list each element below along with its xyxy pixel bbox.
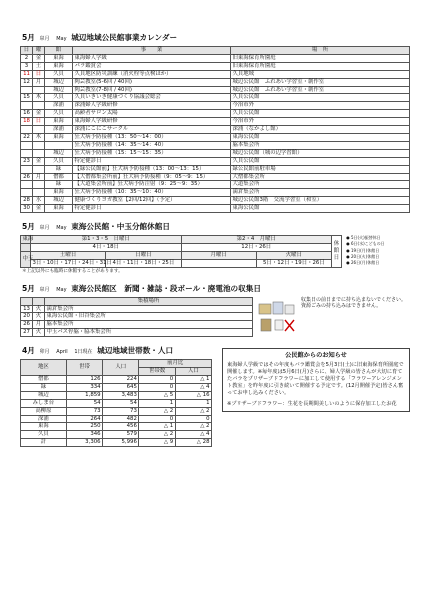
households-title-date: 1日現在: [74, 349, 93, 356]
closed-table: [20, 235, 342, 268]
legend-item: ●6日(水)こどもの日: [346, 241, 385, 247]
calendar-event: 狂犬病予防接種（13：50～14：00）: [73, 133, 231, 141]
calendar-place: 城辺公民館 ふれあい学習室・創作室: [231, 78, 410, 86]
households-count: 334: [66, 383, 102, 391]
calendar-title-kanji: 皐月: [39, 36, 50, 42]
calendar-day: 23: [21, 157, 33, 165]
garbage-row: [21, 329, 253, 337]
garbage-title: [22, 284, 410, 295]
calendar-day: 3: [21, 62, 33, 70]
calendar-day: 26: [21, 173, 33, 181]
calendar-hall: 城辺: [45, 86, 73, 94]
households-change-population: △ 2: [175, 423, 211, 431]
calendar-place: 満倉集会所: [231, 189, 410, 197]
calendar-row: [21, 94, 410, 102]
calendar-event: 【大道集会所前】狂犬病予防注射（9：25～9：35）: [73, 181, 231, 189]
calendar-place: 久貝公民館: [231, 94, 410, 102]
closed-title-en: May: [56, 225, 67, 232]
calendar-weekday: [33, 126, 45, 134]
calendar-title-text: 城辺地域公民館事業カレンダー: [71, 33, 178, 42]
garbage-header-row: [21, 297, 253, 305]
households-change-count: 1: [139, 399, 175, 407]
households-area: 東海: [21, 423, 67, 431]
households-area: みしま台: [21, 399, 67, 407]
calendar-weekday: [33, 141, 45, 149]
garbage-place: 脇本集会所: [45, 321, 253, 329]
calendar-hall: 城辺: [45, 78, 73, 86]
garbage-place: 満倉集会所: [45, 305, 253, 313]
calendar-day: [21, 181, 33, 189]
households-count: 346: [66, 431, 102, 439]
calendar-place: 旧東海保育所園庭: [231, 54, 410, 62]
calendar-title: [22, 33, 410, 44]
households-population: 73: [103, 407, 139, 415]
calendar-hall: 東海: [45, 205, 73, 213]
calendar-row: [21, 78, 410, 86]
legend-text: 19日(月)休館日: [351, 247, 380, 253]
households-change-population: △ 2: [175, 407, 211, 415]
legend-text: 26日(月)休館日: [351, 260, 380, 266]
calendar-hall: 東海: [45, 54, 73, 62]
calendar-place: 城辺公民館（城の辺学習館）: [231, 149, 410, 157]
garbage-place: 東海公民館・旧谷集会所: [45, 313, 253, 321]
closed-area-label: 東海: [22, 236, 34, 243]
newsletter-page: [20, 33, 410, 447]
calendar-day: [21, 86, 33, 94]
garbage-title-text: 東海公民館区 新聞・雑誌・段ボール・廃電池の収集日: [71, 283, 261, 293]
households-change-population: △ 4: [175, 431, 211, 439]
calendar-row: [21, 157, 410, 165]
calendar-hall: 深浦: [45, 102, 73, 110]
households-header-change-population: 人口: [175, 368, 211, 376]
households-row: [21, 407, 212, 415]
calendar-place: 東海公民館: [231, 205, 410, 213]
bottom-section: [20, 346, 410, 447]
households-change-count: 0: [139, 415, 175, 423]
calendar-event: 狂犬病予防接種（10：35～10：40）: [73, 189, 231, 197]
closed-row-weeks: [21, 236, 342, 244]
households-count: 126: [66, 376, 102, 384]
notice-block: [222, 346, 410, 447]
calendar-hall: 城辺: [45, 149, 73, 157]
calendar-day: [21, 126, 33, 134]
closed-row-subdates: [21, 259, 342, 267]
calendar-event: 健康づくりヨガ教室【2回/12回】（予定）: [73, 197, 231, 205]
households-header-change: 前月比: [139, 360, 212, 368]
households-header-area: 地区: [21, 360, 67, 376]
calendar-row: [21, 205, 410, 213]
garbage-header-day: [21, 297, 33, 305]
calendar-title-en: May: [56, 36, 67, 42]
calendar-event: 特定健診日: [73, 205, 231, 213]
legend-item: ●20日(火)休館日: [346, 253, 380, 259]
calendar-event: 陶芸教室(7-8回 / 40回): [73, 86, 231, 94]
calendar-weekday: 水: [33, 197, 45, 205]
garbage-title-month: 5月: [22, 283, 35, 293]
households-title-kanji: 卯月: [39, 349, 50, 356]
calendar-day: [21, 149, 33, 157]
households-population: 54: [103, 399, 139, 407]
households-table: [20, 359, 212, 447]
closed-note: ＊上記以外にも臨時に休館することがあります。: [22, 268, 123, 274]
closed-legend: [345, 235, 385, 268]
households-row: [21, 383, 212, 391]
garbage-weekday: 火: [33, 313, 45, 321]
calendar-hall: 緑: [45, 165, 73, 173]
calendar-event: 東海婦人学級研修: [73, 118, 231, 126]
households-row: [21, 391, 212, 399]
calendar-place: 緑公民館前駐車場: [231, 165, 410, 173]
closed-date-b: 12日・26日: [181, 243, 332, 251]
closed-title-month: 5月: [22, 222, 35, 232]
households-population: 5,996: [103, 439, 139, 447]
calendar-day: [21, 102, 33, 110]
calendar-row: [21, 149, 410, 157]
households-change-population: △ 4: [175, 383, 211, 391]
notice-footnote: ※プリザーブドフラワー：生花を長期間美しいのように保存加工したお花: [227, 401, 397, 408]
legend-item: ●26日(月)休館日: [346, 260, 380, 266]
calendar-event: 【大僧都集会所前】狂犬病予防接種（9：05～9：15）: [73, 173, 231, 181]
calendar-place: 大道集会所: [231, 181, 410, 189]
calendar-hall: 深浦: [45, 126, 73, 134]
closed-sub-header-sat: 土曜日: [31, 251, 106, 259]
closed-sub-date-sat: 3日・10日・17日・24日・31日: [32, 259, 112, 266]
households-change-count: 0: [139, 376, 175, 384]
calendar-header-day: 日: [21, 47, 33, 55]
calendar-event: 特定健診日: [73, 157, 231, 165]
calendar-event: 久貝地区防災訓練（消火栓等点検ほか）: [73, 70, 231, 78]
garbage-row: [21, 313, 253, 321]
legend-text: 20日(火)休館日: [351, 253, 380, 259]
households-count: 54: [66, 399, 102, 407]
closed-sub-header-mon: 月曜日: [181, 251, 256, 259]
calendar-day: 28: [21, 197, 33, 205]
calendar-day: 12: [21, 78, 33, 86]
calendar-place: 脇本集会所: [231, 141, 410, 149]
calendar-weekday: 木: [33, 94, 45, 102]
garbage-day: 27: [21, 329, 33, 337]
calendar-event: 久貝いきいき健康づくり協議会総会: [73, 94, 231, 102]
notice-title: 公民館からのお知らせ: [285, 352, 347, 360]
households-population: 579: [103, 431, 139, 439]
calendar-row: [21, 173, 410, 181]
notice-body: 東海婦人学級ではその年度もバラ鑑賞会を5月3日(土)に旧東海保育所園庭で開催します。※毎年度は5月6日(月)さらに、婦人学級の皆さんが大切に育てたバラをプリザーブドフラワーに加工して使用する「フラワーアレンジメント教室」を昨年度に引き続いて開催する予定です。(12月開催予定)皆さん奮ってお申し込みください。: [227, 362, 404, 397]
calendar-row: [21, 181, 410, 189]
calendar-hall: [45, 141, 73, 149]
households-count: 73: [66, 407, 102, 415]
calendar-place: 旧東海保育所園庭: [231, 62, 410, 70]
recycle-materials-icon: [257, 300, 297, 334]
calendar-place: 城辺公民館 ふれあい学習室・創作室: [231, 86, 410, 94]
notice-box: [222, 348, 410, 412]
garbage-header-weekday: [33, 297, 45, 305]
calendar-title-month: 5月: [22, 33, 35, 42]
calendar-table: [20, 46, 410, 213]
households-block: [20, 346, 212, 447]
calendar-row: [21, 197, 410, 205]
calendar-event: 【緑公民館前】狂犬病予防接種（13：00～13：15）: [73, 165, 231, 173]
calendar-place: 東海公民館: [231, 133, 410, 141]
calendar-hall: 久貝: [45, 157, 73, 165]
calendar-day: 16: [21, 110, 33, 118]
households-change-count: 0: [139, 383, 175, 391]
calendar-weekday: [33, 165, 45, 173]
households-row: [21, 376, 212, 384]
calendar-weekday: 日: [33, 70, 45, 78]
calendar-day: 18: [21, 118, 33, 126]
calendar-event: 東海婦人学級: [73, 54, 231, 62]
calendar-weekday: [33, 102, 45, 110]
households-header-households: 世帯: [66, 360, 102, 376]
households-count: 264: [66, 415, 102, 423]
calendar-place: 城辺公民館3階 交流学習室（和室）: [231, 197, 410, 205]
garbage-title-kanji: 皐月: [39, 286, 50, 293]
calendar-place: 今治市外: [231, 118, 410, 126]
households-count: 3,306: [66, 439, 102, 447]
calendar-event: 狂犬病予防接種（15：15～15：35）: [73, 149, 231, 157]
households-change-population: 0: [175, 415, 211, 423]
closed-sub-date-tue: 5日・12日・19日・26日: [256, 259, 331, 267]
households-row: [21, 431, 212, 439]
legend-text: 6日(水)こどもの日: [351, 241, 385, 247]
households-header-row: [21, 360, 212, 368]
calendar-event: 狂犬病予防接種（14：35～14：40）: [73, 141, 231, 149]
garbage-side-note: 収集日の前日までに持ち込まないでください。資源ごみの持ち込みはできません。: [301, 296, 407, 310]
calendar-header-hall: 館: [45, 47, 73, 55]
calendar-header-row: [21, 47, 410, 55]
closed-section: [20, 235, 410, 268]
legend-item: ●19日(月)休館日: [346, 247, 380, 253]
calendar-row: [21, 86, 410, 94]
households-row: [21, 415, 212, 423]
calendar-row: [21, 54, 410, 62]
closed-sub-header-sun: 日曜日: [106, 251, 181, 259]
households-change-population: △ 1: [175, 376, 211, 384]
households-change-count: △ 5: [139, 391, 175, 399]
closed-week-a: 第1・3・5 日曜日: [31, 236, 182, 244]
households-change-count: △ 2: [139, 407, 175, 415]
calendar-hall: 久貝: [45, 70, 73, 78]
garbage-body: [21, 305, 253, 337]
calendar-day: 22: [21, 133, 33, 141]
calendar-row: [21, 126, 410, 134]
closed-side-label: 休館日: [332, 236, 342, 268]
calendar-weekday: [33, 181, 45, 189]
calendar-event: バラ鑑賞会: [73, 62, 231, 70]
calendar-hall: 東海: [45, 189, 73, 197]
calendar-day: 15: [21, 94, 33, 102]
garbage-day: 26: [21, 321, 33, 329]
garbage-day: 13: [21, 305, 33, 313]
households-body: [21, 376, 212, 447]
calendar-hall: 城辺: [45, 197, 73, 205]
households-area: 深浦: [21, 415, 67, 423]
households-change-count: △ 1: [139, 423, 175, 431]
households-title-en: April: [56, 349, 68, 356]
legend-text: 5日(火)振替休日: [351, 235, 381, 241]
households-count: 250: [66, 423, 102, 431]
calendar-row: [21, 118, 410, 126]
calendar-event: 深浦にこにこサークル: [73, 126, 231, 134]
households-change-count: △ 2: [139, 431, 175, 439]
calendar-day: 30: [21, 205, 33, 213]
households-population: 482: [103, 415, 139, 423]
closed-sub-date-mon: [181, 259, 256, 267]
closed-sub-header-tue: 火曜日: [256, 251, 331, 259]
garbage-row: [21, 305, 253, 313]
calendar-weekday: [33, 189, 45, 197]
households-row: [21, 399, 212, 407]
calendar-hall: 東海: [45, 133, 73, 141]
calendar-row: [21, 70, 410, 78]
calendar-header-place: 場 所: [231, 47, 410, 55]
calendar-event: 陶芸教室(5-6回 / 40回): [73, 78, 231, 86]
households-title-text: 城辺地域世帯数・人口: [97, 346, 174, 356]
calendar-weekday: [33, 86, 45, 94]
households-area: 城辺: [21, 391, 67, 399]
calendar-day: 2: [21, 54, 33, 62]
calendar-header-event: 事 業: [73, 47, 231, 55]
calendar-hall: 久貝: [45, 110, 73, 118]
calendar-body: [21, 54, 410, 212]
households-population: 3,483: [103, 391, 139, 399]
households-title: [22, 346, 212, 357]
calendar-hall: 東海: [45, 118, 73, 126]
calendar-day: 11: [21, 70, 33, 78]
calendar-weekday: 日: [33, 118, 45, 126]
households-population: 645: [103, 383, 139, 391]
calendar-row: [21, 189, 410, 197]
calendar-day: [21, 141, 33, 149]
calendar-day: [21, 189, 33, 197]
calendar-row: [21, 102, 410, 110]
calendar-event: 高齢者サロン太陽: [73, 110, 231, 118]
calendar-weekday: 金: [33, 54, 45, 62]
closed-sub-date-sun: 4日・11日・18日・25日: [106, 259, 181, 267]
garbage-row: [21, 321, 253, 329]
garbage-place: 中玉バス停脇・脇本集会所: [45, 329, 253, 337]
households-area: 高柳原: [21, 407, 67, 415]
closed-date-a: 4日・18日: [31, 243, 182, 251]
households-area: 僧都: [21, 376, 67, 384]
households-change-population: △ 16: [175, 391, 211, 399]
households-change-count: △ 9: [139, 439, 175, 447]
households-count: 1,859: [66, 391, 102, 399]
calendar-weekday: 金: [33, 110, 45, 118]
garbage-weekday: 火: [33, 305, 45, 313]
closed-row-dates: [21, 243, 342, 251]
calendar-row: [21, 165, 410, 173]
households-row: [21, 423, 212, 431]
calendar-weekday: 月: [33, 78, 45, 86]
garbage-title-en: May: [56, 286, 67, 293]
calendar-row: [21, 133, 410, 141]
households-population: 224: [103, 376, 139, 384]
closed-title-kanji: 皐月: [39, 225, 50, 232]
households-row: [21, 439, 212, 447]
calendar-weekday: 木: [33, 133, 45, 141]
garbage-header-place: 集積場所: [45, 297, 253, 305]
calendar-place: 大僧都集会所: [231, 173, 410, 181]
households-area: 緑: [21, 383, 67, 391]
calendar-row: [21, 110, 410, 118]
calendar-weekday: 土: [33, 62, 45, 70]
households-area: 久貝: [21, 431, 67, 439]
calendar-hall: 東海: [45, 62, 73, 70]
closed-row-subheaders: [21, 251, 342, 259]
garbage-weekday: 月: [33, 321, 45, 329]
calendar-hall: 久貝: [45, 94, 73, 102]
garbage-table: [20, 297, 253, 338]
garbage-weekday: 火: [33, 329, 45, 337]
calendar-place: 久貝公民館: [231, 157, 410, 165]
calendar-place: 深浦（なかよし館）: [231, 126, 410, 134]
calendar-weekday: 月: [33, 173, 45, 181]
calendar-place: 久貝公民館: [231, 110, 410, 118]
legend-item: ●5日(火)振替休日: [346, 235, 381, 241]
garbage-section: [20, 297, 410, 338]
calendar-event: 深浦婦人学級研修: [73, 102, 231, 110]
calendar-place: 今治市外: [231, 102, 410, 110]
garbage-day: 20: [21, 313, 33, 321]
calendar-weekday: [33, 149, 45, 157]
closed-title: [22, 222, 410, 233]
calendar-place: 久貝地域: [231, 70, 410, 78]
closed-area2-label: 中玉: [21, 251, 31, 267]
households-header-change-households: 世帯数: [139, 368, 175, 376]
calendar-hall: 緑: [45, 181, 73, 189]
households-change-population: 1: [175, 399, 211, 407]
households-area: 計: [21, 439, 67, 447]
closed-area-blank: [21, 243, 31, 251]
recycle-icons: [256, 297, 298, 338]
calendar-weekday: 金: [33, 157, 45, 165]
calendar-header-weekday: 曜: [33, 47, 45, 55]
calendar-row: [21, 141, 410, 149]
calendar-day: [21, 165, 33, 173]
calendar-weekday: 金: [33, 205, 45, 213]
closed-title-text: 東海公民館・中玉分館休館日: [71, 222, 170, 232]
closed-week-b: 第2・4 月曜日: [181, 236, 332, 244]
households-header-population: 人口: [103, 360, 139, 376]
calendar-hall: 僧都: [45, 173, 73, 181]
households-title-month: 4月: [22, 346, 35, 356]
households-change-population: △ 28: [175, 439, 211, 447]
calendar-row: [21, 62, 410, 70]
households-population: 456: [103, 423, 139, 431]
